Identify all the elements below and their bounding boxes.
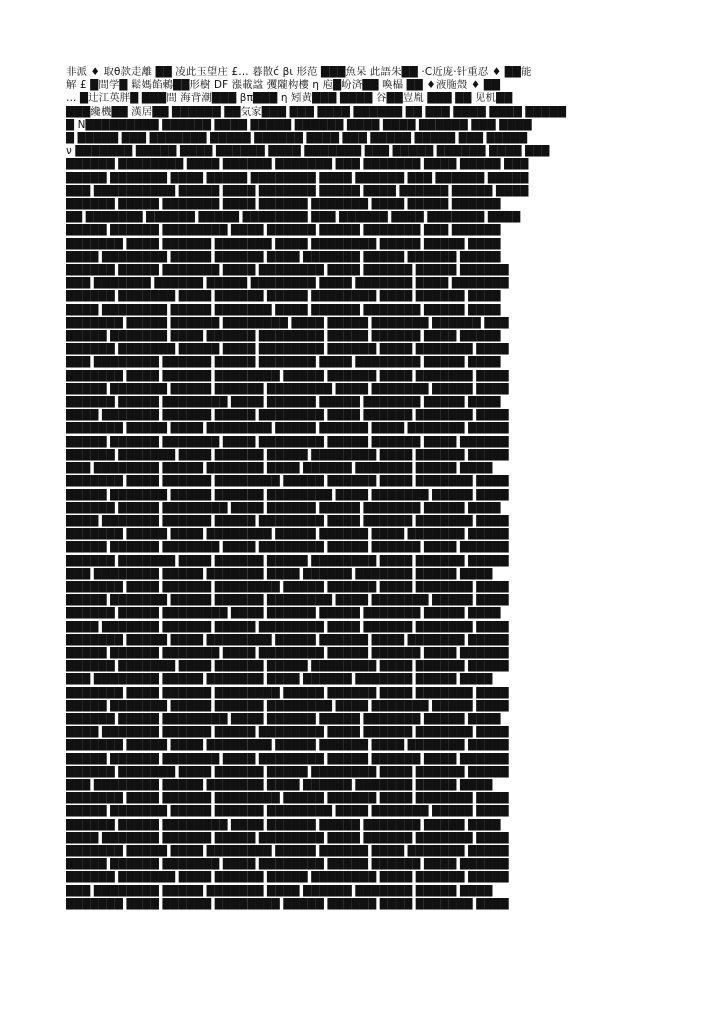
text-line: ███████ █████ ██████ ████████ ████ █████ ███████ ██████ ███ bbox=[66, 316, 509, 329]
text-line: ██████ ████████ ████ ██████ ███████ ███ ███████ ████ █████ ███ bbox=[66, 158, 529, 171]
text-line: … █辻江英胖█ ███間 海背潮███ βπ███ η 矧黄███ ████ 谷██豈胤 ███ ██ 见机██ bbox=[66, 92, 513, 105]
text-line: ████ ███████ ██████ █████ ████████ ████ ██████ ███████ ████ bbox=[66, 409, 509, 422]
text-line: 非派 ♦ 取θ款走離 ██ 凌此玉望庄 £… 暮散ć βι 形范 ███魚呆 此語朱██ ·C近庞·针重忍 ♦ ██能 bbox=[66, 66, 532, 78]
text-line: ███ ████████ █████ ███████ ████ ██████ ███████ █████ ████ bbox=[66, 462, 493, 475]
text-line: ███████ ████ ██████ ████████ █████ ██████ ████ ███████ ████ bbox=[66, 897, 509, 910]
text-line: █████ ██████ ███████ ████ ████████ █████ ██████ ████ ██████ bbox=[66, 646, 509, 659]
text-line: █ N█████████ ██████ ████ █████ ██████ ████ ████ ██████ ███ ████ bbox=[66, 118, 532, 131]
text-line: ██████ ███████ ████ ██████ █████ ████████ ████ ██████ █████ bbox=[66, 765, 509, 778]
text-line: ███ ████████ █████ ███████ ████ ██████ ███████ █████ ████ bbox=[66, 673, 493, 686]
text-line: ██████ ███████ ████ ██████ █████ ████████ ████ ██████ █████ bbox=[66, 448, 509, 461]
text-line: ███████ ████ ██████ ████████ █████ ██████ ████ ███████ ████ bbox=[66, 580, 509, 593]
text-line: ██ ███████ ██████ █████ ████████ ███ ██████ ████ ███████ ████ bbox=[66, 211, 521, 224]
text-line: ███ ████████ █████ ███████ ████ ██████ ███████ █████ ████ bbox=[66, 567, 493, 580]
text-line: ███████ █████ ████ ████████ █████ ██████ ████ ███████ █████ bbox=[66, 422, 509, 435]
text-line: █████ ██████ ███████ ████ ████████ █████ ██████ ████ ██████ bbox=[66, 435, 509, 448]
text-line: ███ ███████ ██████ █████ ████████ ████ ███████ ████ ███████ bbox=[66, 277, 509, 290]
text-line: █████ ██████ ███████ ████ ████████ █████ ██████ ████ ██████ bbox=[66, 752, 509, 765]
text-line: ███ ██████████ █████ ████ ███████ █████ ████ ██████ █████ ████ bbox=[66, 184, 529, 197]
text-line: ████ ███████ ██████ █████ ████████ ████ ██████ ███████ ████ bbox=[66, 726, 509, 739]
text-line: ██████ ███████ ████ ██████ █████ ████████ ████ ██████ █████ bbox=[66, 871, 509, 884]
text-line: █████ ███████ █████ ██████ ████████ ████ ███████ █████ ████ bbox=[66, 699, 509, 712]
text-line: ████ ███████ ██████ █████ ████████ ████ ██████ ███████ ████ bbox=[66, 620, 509, 633]
text-line: ██████ █████ ███████ ████ ██████ ███████ ████ █████ ██████ bbox=[66, 198, 501, 211]
text-line: ███████ ████ ██████ ███████ ████ ████████ █████ █████ ████ bbox=[66, 237, 501, 250]
text-line: ███████ █████ ████ ████████ █████ ██████ ████ ███████ █████ bbox=[66, 633, 509, 646]
text-line: ██████ █████ ████████ ████ ██████ █████ ███████ █████ ████ bbox=[66, 501, 501, 514]
text-line: ███████ ████ ██████ ████████ █████ ██████ ████ ███████ ████ bbox=[66, 369, 509, 382]
text-line: █ █████ ███ ███████ █████ ██████ ████ ███ █████ █████ ███ █████ bbox=[66, 132, 528, 145]
text-line: █████ ███████ ████ ██████ ████████ █████ ██████ ████ █████ bbox=[66, 330, 501, 343]
text-line: ███纔機██ 漢居██ ██████ ██気家███ ███ ████ ██████ ██ ███ ████ ████ █████ bbox=[66, 105, 567, 118]
text-line: █████ ███████ █████ ██████ ████████ ████ ███████ █████ ████ bbox=[66, 488, 509, 501]
text-line: ███████ █████ ████ ████████ █████ ██████ ████ ███████ █████ bbox=[66, 739, 509, 752]
text-line: ██████ ███████ ████ ██████ █████ ████████ ████ ██████ ████ bbox=[66, 290, 501, 303]
text-line: ██████ █████ ████████ ████ ██████ █████ ███████ █████ ████ bbox=[66, 818, 501, 831]
text-line: ██████ █████ ████████ ████ ██████ █████ ███████ █████ ████ bbox=[66, 607, 501, 620]
text-line: ν ███████ █████ ████ ██████ ████ ███████ ███ █████ ██████ ████ ███ bbox=[66, 145, 550, 158]
text-line: ████ ███████ ██████ █████ ████████ ████ ██████ ███████ ████ bbox=[66, 831, 509, 844]
text-line: █████ ██████ ███████ ████ ████████ █████ ██████ ████ ██████ bbox=[66, 858, 509, 871]
text-line: ███ ████████ █████ ███████ ████ ██████ ███████ █████ ████ bbox=[66, 778, 493, 791]
text-line: ██████ █████ ███████ ████ ████████ ████ ██████ █████ ██████ bbox=[66, 264, 509, 277]
text-line: ██████ ███████ █████ ████ ████████ ██████ ████ ███████ ████ bbox=[66, 343, 509, 356]
text-line: 解 £ █間学█ 鬆媽餡鶫██形樹 DF 漲載諡 彏隴构樓 η 庖█岎済██ 喚橸 ██ ♦液胣殼 ♦ ██ bbox=[66, 79, 501, 92]
body-text bbox=[66, 66, 660, 962]
text-line: ███████ █████ ████ ████████ █████ ██████ ████ ███████ █████ bbox=[66, 528, 509, 541]
text-line: ███████ ████ ██████ ████████ █████ ██████ ████ ███████ ████ bbox=[66, 686, 509, 699]
text-line: ███ ████████ █████ ███████ ████ ██████ ███████ █████ ████ bbox=[66, 884, 493, 897]
text-line: ████ ████████ █████ ██████ ████ ███████ █████ ██████ █████ bbox=[66, 250, 501, 263]
text-line: █████ ███████ █████ ██████ ████████ ████ ███████ █████ ████ bbox=[66, 805, 509, 818]
text-line: ████ ███████ ██████ █████ ████████ ████ ██████ ███████ ████ bbox=[66, 514, 509, 527]
text-line: █████ ███████ █████ ██████ ████████ ████ ███████ █████ ████ bbox=[66, 382, 509, 395]
text-line: █████ ███████ ████ █████ ████████ ████ ██████ ███ ██████ █████ bbox=[66, 171, 529, 184]
text-line: ███ ████████ ██████ █████ ███████ ████ ████████ █████ ████ bbox=[66, 356, 501, 369]
text-line: ██████ ███████ ████ ██████ █████ ████████ ████ ██████ █████ bbox=[66, 554, 509, 567]
text-line: ███████ ████ ██████ ████████ █████ ██████ ████ ███████ ████ bbox=[66, 475, 509, 488]
text-line: ███████ ████ ██████ ████████ █████ ██████ ████ ███████ ████ bbox=[66, 792, 509, 805]
text-line: ██████ █████ ████████ ████ ██████ █████ ███████ █████ ████ bbox=[66, 396, 501, 409]
text-line: █████ ███████ █████ ██████ ████████ ████ ███████ █████ ████ bbox=[66, 594, 509, 607]
text-line: ██████ █████ ████████ ████ ██████ █████ ███████ █████ ████ bbox=[66, 712, 501, 725]
text-line: ██████ ███████ ████ ██████ █████ ████████ ████ ██████ █████ bbox=[66, 660, 509, 673]
text-line: █████ ██████ ████████ ████ ██████ █████ ███████ ███ ██████ bbox=[66, 224, 501, 237]
text-line: ████ ████████ █████ ███████ ████ ██████ ███████ █████ ████ bbox=[66, 303, 501, 316]
text-line: █████ ██████ ███████ ████ ████████ █████ ██████ ████ ██████ bbox=[66, 541, 509, 554]
text-line: ███████ █████ ████ ████████ █████ ██████ ████ ███████ █████ bbox=[66, 844, 509, 857]
